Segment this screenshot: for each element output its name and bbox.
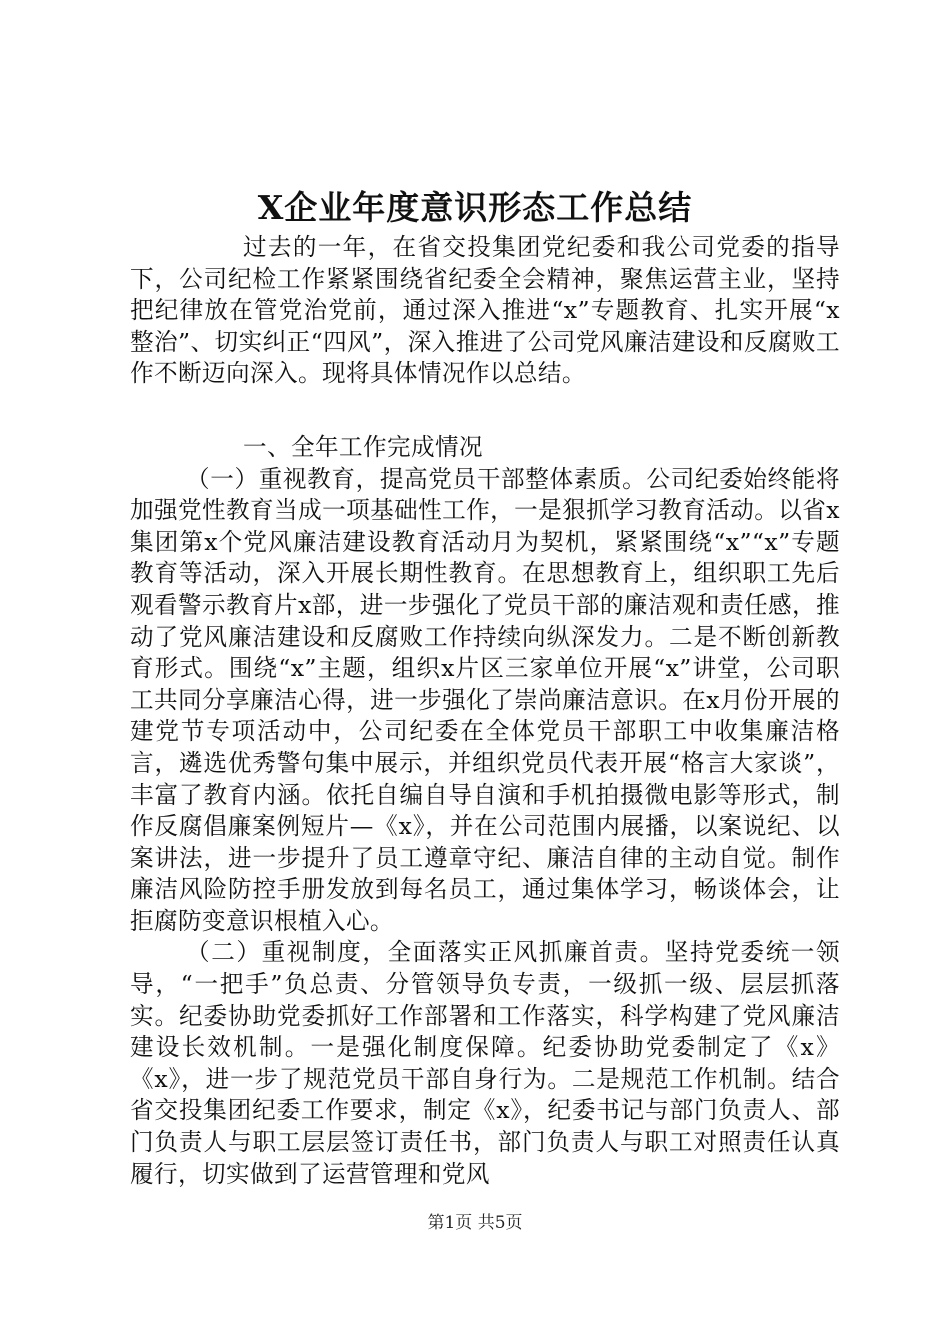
paragraph-system: （二）重视制度，全面落实正风抓廉首责。坚持党委统一领导，“一把手”负总责、分管领导负专责，一级抓一级、层层抓落实。纪委协助党委抓好工作部署和工作落实，科学构建了党风廉洁建设长效机制。一是强化制度保障。纪委协助党委制定了《x》《x》，进一步了规范党员干部自身行为。二是规范工作机制。结合省交投集团纪委工作要求，制定《x》，纪委书记与部门负责人、部门负责人与职工层层签订责任书，部门负责人与职工对照责任认真履行，切实做到了运营管理和党风 xyxy=(130,938,840,1188)
document-title: X企业年度意识形态工作总结 xyxy=(257,188,693,227)
page-footer: 第1页 共5页 xyxy=(427,1213,523,1233)
paragraph-education: （一）重视教育，提高党员干部整体素质。公司纪委始终能将加强党性教育当成一项基础性工作，一是狠抓学习教育活动。以省x集团第x个党风廉洁建设教育活动月为契机，紧紧围绕“x”“x”专题教育等活动，深入开展长期性教育。在思想教育上，组织职工先后观看警示教育片x部，进一步强化了党员干部的廉洁观和责任感，推动了党风廉洁建设和反腐败工作持续向纵深发力。二是不断创新教育形式。围绕“x”主题，组织x片区三家单位开展“x”讲堂，公司职工共同分享廉洁心得，进一步强化了崇尚廉洁意识。在x月份开展的建党节专项活动中，公司纪委在全体党员干部职工中收集廉洁格言，遴选优秀警句集中展示，并组织党员代表开展“格言大家谈”，丰富了教育内涵。依托自编自导自演和手机拍摄微电影等形式，制作反腐倡廉案例短片—《x》，并在公司范围内展播，以案说纪、以案讲法，进一步提升了员工遵章守纪、廉洁自律的主动自觉。制作廉洁风险防控手册发放到每名员工，通过集体学习，畅谈体会，让拒腐防变意识根植入心。 xyxy=(130,464,840,935)
intro-paragraph: 过去的一年，在省交投集团党纪委和我公司党委的指导下，公司纪检工作紧紧围绕省纪委全会精神，聚焦运营主业，坚持把纪律放在管党治党前，通过深入推进“x”专题教育、扎实开展“x整治”、切实纠正“四风”，深入推进了公司党风廉洁建设和反腐败工作不断迈向深入。现将具体情况作以总结。 xyxy=(130,233,840,388)
section-heading: 一、全年工作完成情况 xyxy=(243,432,483,461)
document-body xyxy=(130,232,840,1190)
